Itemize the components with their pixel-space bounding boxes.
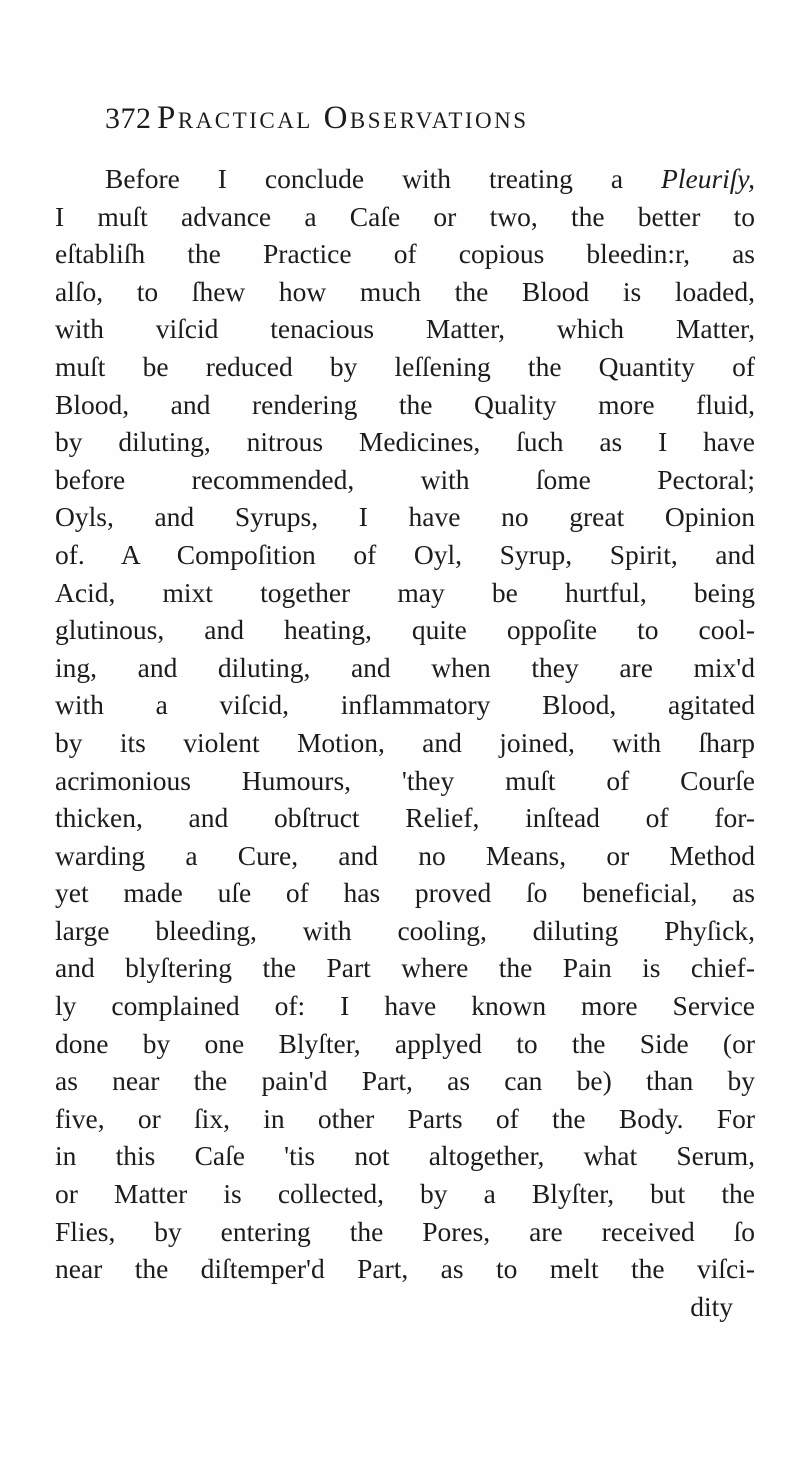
- text-line: of. A Compoſition of Oyl, Syrup, Spirit, and: [55, 538, 755, 570]
- text-line: alſo, to ſhew how much the Blood is loaded,: [55, 275, 755, 307]
- text-line: near the diſtemper'd Part, as to melt the viſci-: [55, 1253, 755, 1285]
- text-line: eſtabliſh the Practice of copious bleedin:r, as: [55, 238, 755, 270]
- body-text: [55, 160, 755, 1325]
- text-line: and blyſtering the Part where the Pain is chief-: [55, 952, 755, 984]
- text-line: large bleeding, with cooling, diluting Phyſick,: [55, 914, 755, 946]
- text-line: Flies, by entering the Pores, are received ſo: [55, 1215, 755, 1247]
- text-line: with a viſcid, inflammatory Blood, agitated: [55, 689, 755, 721]
- text-line: five, or ſix, in other Parts of the Body. For: [55, 1102, 755, 1134]
- text-line: Blood, and rendering the Quality more fluid,: [55, 388, 755, 420]
- text-line: in this Caſe 'tis not altogether, what Serum,: [55, 1140, 755, 1172]
- catchword: dity: [690, 1290, 733, 1322]
- text-line: muſt be reduced by leſſening the Quantity of: [55, 350, 755, 382]
- text-line: done by one Blyſter, applyed to the Side (or: [55, 1027, 755, 1059]
- text-line: [55, 160, 755, 198]
- text-line: acrimonious Humours, 'they muſt of Courſe: [55, 764, 755, 796]
- header-title: Practical Observations: [157, 100, 529, 136]
- page-number: 372: [105, 102, 152, 135]
- text-line: thicken, and obſtruct Relief, inſtead of for-: [55, 802, 755, 834]
- text-line-content: Before I conclude with treating a: [105, 163, 624, 194]
- italic-word: Pleuriſy,: [661, 163, 755, 194]
- text-line: by diluting, nitrous Medicines, ſuch as I have: [55, 426, 755, 458]
- text-line: warding a Cure, and no Means, or Method: [55, 839, 755, 871]
- text-line: ly complained of: I have known more Service: [55, 990, 755, 1022]
- text-line: before recommended, with ſome Pectoral;: [55, 463, 755, 495]
- text-line: by its violent Motion, and joined, with ſharp: [55, 726, 755, 758]
- text-line: or Matter is collected, by a Blyſter, but the: [55, 1178, 755, 1210]
- running-head: [105, 100, 725, 140]
- text-line: glutinous, and heating, quite oppoſite to cool-: [55, 614, 755, 646]
- text-line: Acid, mixt together may be hurtful, being: [55, 576, 755, 608]
- text-line: I muſt advance a Caſe or two, the better to: [55, 200, 755, 232]
- text-line: with viſcid tenacious Matter, which Matter,: [55, 313, 755, 345]
- text-line: as near the pain'd Part, as can be) than by: [55, 1065, 755, 1097]
- text-line: yet made uſe of has proved ſo beneficial, as: [55, 877, 755, 909]
- text-line: ing, and diluting, and when they are mix'd: [55, 651, 755, 683]
- text-line: Oyls, and Syrups, I have no great Opinion: [55, 501, 755, 533]
